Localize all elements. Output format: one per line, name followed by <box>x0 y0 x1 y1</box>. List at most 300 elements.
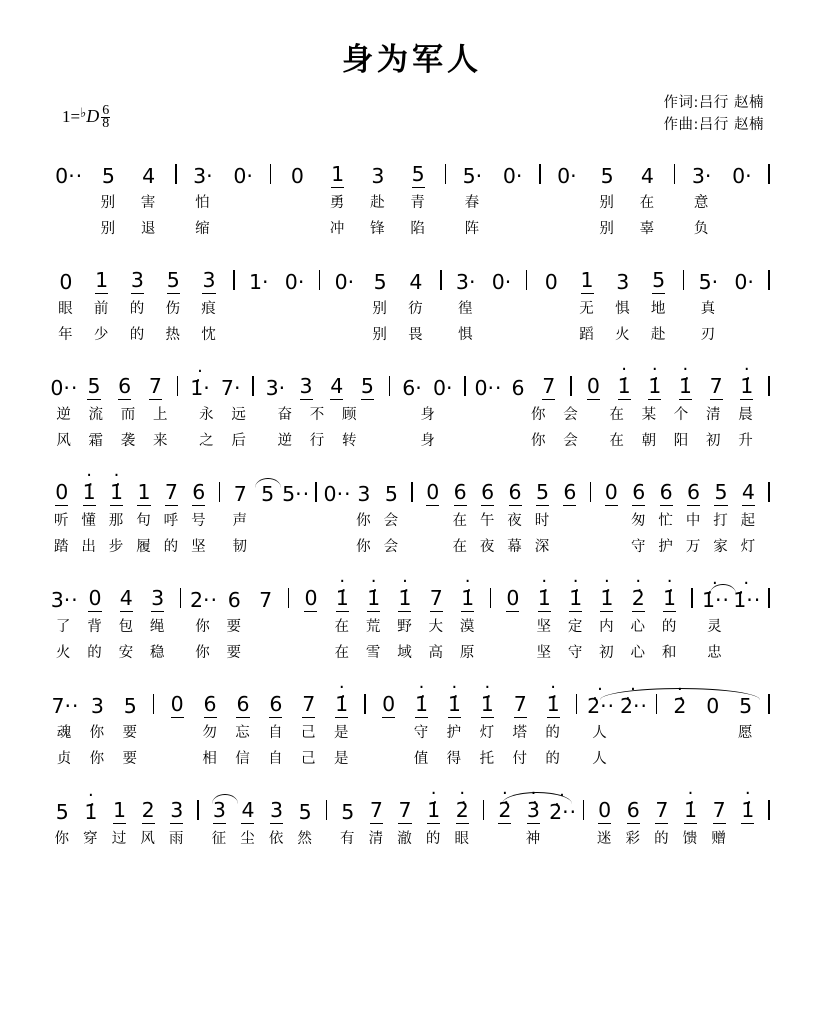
lyric-cell: 要 <box>226 618 243 635</box>
note-cell: 5 <box>411 162 425 186</box>
note-cell: 6 <box>659 480 673 504</box>
lyric-cell: 自 <box>268 724 284 741</box>
lyric-cell: 你 <box>195 618 211 635</box>
note-cell: · 1̇· · <box>699 588 730 612</box>
note-cell: 0· · <box>472 376 503 400</box>
lyric-cell: 得 <box>446 750 463 767</box>
lyric-cell: 懂 <box>81 512 97 529</box>
note-cell: · 1̇ <box>537 692 570 718</box>
lyric-cell: 的 <box>163 538 180 555</box>
barline <box>477 797 491 822</box>
note-cell: 7· · <box>48 694 81 718</box>
lyric-cell: 午 <box>479 512 496 529</box>
barline <box>762 585 776 610</box>
note-cell: 0· <box>284 270 305 294</box>
note-cell: 3 <box>130 268 144 292</box>
note-cell: · 1̇ <box>670 374 701 400</box>
lyric-cell: 勇 <box>329 194 346 211</box>
lyric-cell: 的 <box>654 830 670 847</box>
lyric-cell: 听 <box>53 512 70 529</box>
lyric-cell: 而 <box>120 406 137 423</box>
note-cell: 3 <box>616 270 630 294</box>
note-cell: 0 <box>304 586 318 610</box>
lyric-row-verse-2 <box>48 320 776 346</box>
lyric-cell: 灯 <box>740 538 757 555</box>
note-cell: 0 <box>544 270 558 294</box>
note-cell: 5 <box>373 270 387 294</box>
barline <box>576 797 590 822</box>
note-cell: 0· <box>491 270 512 294</box>
lyric-cell: 是 <box>333 750 350 767</box>
lyric-cell: 彩 <box>625 830 642 847</box>
lyric-cell: 夜 <box>507 512 523 529</box>
note-cell: 4 <box>142 164 156 188</box>
lyric-cell: 要 <box>122 724 139 741</box>
lyric-cell: 别 <box>372 326 388 343</box>
lyric-cell: 在 <box>609 406 625 423</box>
lyric-cell: 起 <box>740 512 757 529</box>
lyric-cell: 的 <box>129 326 146 343</box>
notes-row <box>48 680 776 718</box>
note-cell: 5 <box>55 800 69 824</box>
lyric-cell: 在 <box>639 194 656 211</box>
note-cell: 5 <box>714 480 728 504</box>
note-cell: 6 <box>118 374 132 398</box>
lyric-row-verse-1 <box>48 824 776 850</box>
lyric-cell: 要 <box>226 644 243 661</box>
lyric-cell: 韧 <box>232 538 248 555</box>
lyric-row-verse-1 <box>48 400 776 426</box>
lyric-cell: 朝 <box>641 432 658 449</box>
note-cell: 5 <box>341 800 355 824</box>
note-cell: · 1̇ <box>676 798 705 824</box>
lyric-cell: 过 <box>111 830 128 847</box>
lyric-row-verse-1 <box>48 718 776 744</box>
lyric-cell: 奋 <box>277 406 294 423</box>
lyric-cell: 伤 <box>165 300 181 317</box>
lyric-cell: 青 <box>410 194 426 211</box>
lyric-cell: 升 <box>738 432 754 449</box>
lyric-cell: 惧 <box>615 300 631 317</box>
lyric-cell: 相 <box>202 750 218 767</box>
lyric-cell: 转 <box>341 432 358 449</box>
music-system-2 <box>48 256 776 346</box>
lyric-cell: 地 <box>650 300 667 317</box>
lyric-cell: 护 <box>658 538 674 555</box>
lyric-cell: 个 <box>673 406 690 423</box>
barline <box>685 585 699 610</box>
note-cell: 7 <box>513 692 527 716</box>
note-cell: 7 <box>709 374 723 398</box>
note-cell: 1 <box>137 480 151 504</box>
lyric-cell: 无 <box>579 300 595 317</box>
lyric-row-verse-2 <box>48 638 776 664</box>
lyric-cell: 会 <box>563 432 579 449</box>
music-system-6 <box>48 680 776 770</box>
lyric-cell: 家 <box>713 538 729 555</box>
lyric-cell: 灯 <box>479 724 496 741</box>
barline <box>668 161 682 186</box>
note-cell: 0· <box>233 164 253 188</box>
time-signature-numerator: 6 <box>102 103 110 118</box>
lyric-cell: 你 <box>54 830 71 847</box>
lyric-cell: 害 <box>140 194 157 211</box>
lyric-cell: 畏 <box>408 326 424 343</box>
note-cell: 1 <box>331 162 345 186</box>
barline <box>213 479 227 504</box>
credits <box>664 92 765 136</box>
lyric-cell: 漠 <box>459 618 476 635</box>
note-cell: 3· <box>455 270 476 294</box>
lyric-cell: 守 <box>567 644 584 661</box>
lyric-cell: 履 <box>136 538 152 555</box>
lyricist-credit: 作词:吕行 赵楠 <box>663 95 764 111</box>
lyric-cell: 远 <box>231 406 247 423</box>
note-cell: 6 <box>453 480 467 504</box>
note-cell: 2 <box>141 798 155 822</box>
note-cell: · 1̇ <box>452 586 483 612</box>
lyric-cell: 来 <box>152 432 169 449</box>
barline <box>173 585 187 610</box>
barline <box>171 373 185 398</box>
lyric-cell: 深 <box>534 538 551 555</box>
note-cell: 3 <box>202 268 216 292</box>
lyric-cell: 冲 <box>329 220 346 237</box>
note-cell: 5 <box>101 164 115 188</box>
lyric-cell: 永 <box>199 406 215 423</box>
lyric-cell: 坚 <box>191 538 207 555</box>
lyric-cell: 清 <box>368 830 385 847</box>
lyric-cell: 别 <box>100 220 117 237</box>
lyric-cell: 原 <box>459 644 476 661</box>
lyric-cell: 己 <box>301 750 317 767</box>
key-letter: D <box>86 106 100 126</box>
barline <box>169 161 183 186</box>
lyric-cell: 眼 <box>58 300 74 317</box>
note-cell: 6· <box>402 376 422 400</box>
lyric-cell: 顾 <box>341 406 358 423</box>
lyric-cell: 澈 <box>397 830 413 847</box>
note-cell: · 2̇· · <box>617 694 650 718</box>
note-cell: 6 <box>511 376 525 400</box>
lyric-cell: 绳 <box>149 618 166 635</box>
note-cell: · 1̇ <box>733 798 762 824</box>
lyric-cell: 你 <box>530 432 547 449</box>
notes-row <box>48 150 776 188</box>
barline <box>309 479 323 504</box>
note-cell: 7 <box>259 588 273 612</box>
lyric-cell: 阵 <box>464 220 481 237</box>
notes-row <box>48 362 776 400</box>
note-cell: · 1̇ <box>529 586 560 612</box>
lyric-cell: 某 <box>641 406 658 423</box>
lyric-row-verse-2 <box>48 532 776 558</box>
barline <box>246 373 260 398</box>
note-cell: 6 <box>236 692 250 716</box>
lyric-cell: 雪 <box>365 644 382 661</box>
lyric-cell: 人 <box>592 724 608 741</box>
note-cell: · 1̇ <box>609 374 640 400</box>
note-cell: · 2̇ <box>491 798 520 824</box>
note-cell: · 1̇ <box>560 586 591 612</box>
lyric-cell: 眼 <box>454 830 470 847</box>
lyric-cell: 赴 <box>370 194 386 211</box>
lyric-cell: 彷 <box>408 300 424 317</box>
note-cell: 3· · <box>48 588 79 612</box>
note-cell: 0 <box>426 480 440 504</box>
note-cell: 4 <box>241 798 255 822</box>
lyric-cell: 自 <box>268 750 284 767</box>
note-cell: 0· <box>502 164 523 188</box>
barline <box>405 479 419 504</box>
note-cell: · 2̇· · <box>584 694 617 718</box>
lyric-cell: 流 <box>88 406 105 423</box>
lyric-cell: 忠 <box>707 644 723 661</box>
lyric-cell: 惧 <box>457 326 474 343</box>
music-system-5 <box>48 574 776 664</box>
time-signature <box>101 105 110 130</box>
lyric-cell: 火 <box>55 644 72 661</box>
note-cell: 5 <box>384 482 398 506</box>
lyric-cell: 初 <box>599 644 615 661</box>
lyric-cell: 神 <box>525 830 542 847</box>
lyric-cell: 托 <box>479 750 496 767</box>
note-cell: 0· <box>557 164 577 188</box>
lyric-cell: 行 <box>309 432 326 449</box>
barline <box>312 267 326 292</box>
lyric-cell: 声 <box>232 512 248 529</box>
barline <box>762 267 776 292</box>
note-cell: 0 <box>170 692 184 716</box>
note-cell: 7 <box>712 798 726 822</box>
lyric-cell: 逆 <box>56 406 72 423</box>
lyric-cell: 的 <box>425 830 442 847</box>
tie-arc <box>255 478 281 488</box>
barline <box>281 585 295 610</box>
lyric-cell: 之 <box>199 432 215 449</box>
barline <box>438 161 452 186</box>
note-cell: 7 <box>164 480 178 504</box>
lyric-cell: 春 <box>464 194 481 211</box>
lyric-cell: 辜 <box>639 220 656 237</box>
lyric-cell: 坚 <box>536 618 552 635</box>
lyric-cell: 守 <box>630 538 647 555</box>
note-cell: 5 <box>166 268 180 292</box>
lyric-cell: 雨 <box>168 830 185 847</box>
note-cell: 3· <box>691 164 712 188</box>
note-cell: 6 <box>626 798 640 822</box>
lyric-cell: 幕 <box>507 538 523 555</box>
note-cell: 0 <box>604 480 618 504</box>
lyric-cell: 穿 <box>83 830 99 847</box>
lyric-cell: 后 <box>231 432 247 449</box>
note-cell: 4 <box>330 374 344 398</box>
note-cell: 6 <box>632 480 646 504</box>
lyric-cell: 在 <box>609 432 625 449</box>
lyric-cell: 要 <box>122 750 139 767</box>
lyric-cell: 忙 <box>658 512 674 529</box>
barline <box>649 691 663 716</box>
lyric-cell: 高 <box>428 644 445 661</box>
lyric-cell: 打 <box>713 512 729 529</box>
lyric-cell: 己 <box>301 724 317 741</box>
note-cell: 6 <box>192 480 206 504</box>
lyric-cell: 内 <box>599 618 615 635</box>
note-cell: · 1̇ <box>405 692 438 718</box>
lyric-cell: 不 <box>309 406 326 423</box>
barline <box>762 373 776 398</box>
note-cell: · 1̇ <box>419 798 448 824</box>
lyric-cell: 野 <box>397 618 413 635</box>
note-cell: · 1̇ <box>731 374 762 400</box>
note-cell: 3 <box>357 482 371 506</box>
note-cell: 7 <box>398 798 412 822</box>
note-cell: 0· <box>732 164 752 188</box>
note-cell: 7 <box>542 374 556 398</box>
lyric-cell: 的 <box>545 750 561 767</box>
note-cell: 0· · <box>48 376 79 400</box>
lyric-cell: 域 <box>397 644 413 661</box>
time-signature-denominator: 8 <box>102 116 110 131</box>
note-cell: 5 <box>360 374 374 398</box>
lyric-cell: 阳 <box>673 432 690 449</box>
lyric-cell: 忱 <box>201 326 217 343</box>
lyric-cell: 年 <box>58 326 74 343</box>
lyric-cell: 有 <box>340 830 356 847</box>
barline <box>227 267 241 292</box>
lyric-cell: 缩 <box>195 220 211 237</box>
note-cell: 0· <box>734 270 754 294</box>
note-cell: 3· <box>265 376 286 400</box>
lyric-cell: 逆 <box>277 432 294 449</box>
notes-row <box>48 468 776 506</box>
note-cell: · 1̇· · <box>731 588 762 612</box>
lyric-cell: 大 <box>428 618 445 635</box>
lyric-cell: 前 <box>93 300 110 317</box>
note-cell: 5 <box>652 268 666 292</box>
notes-row <box>48 786 776 824</box>
note-cell: 5 <box>87 374 101 398</box>
lyric-cell: 会 <box>563 406 579 423</box>
lyric-cell: 是 <box>333 724 350 741</box>
barline <box>434 267 448 292</box>
lyric-cell: 灵 <box>707 618 723 635</box>
lyric-cell: 真 <box>700 300 717 317</box>
lyric-cell: 人 <box>592 750 608 767</box>
note-cell: · 1̇ <box>77 800 106 824</box>
lyric-cell: 别 <box>100 194 117 211</box>
lyric-cell: 火 <box>615 326 631 343</box>
lyric-cell: 清 <box>706 406 722 423</box>
note-cell: · 1̇· <box>185 376 216 400</box>
note-cell: 7 <box>302 692 316 716</box>
lyric-cell: 初 <box>706 432 722 449</box>
note-cell: 0 <box>290 164 304 188</box>
note-cell: 7· <box>220 376 241 400</box>
lyric-cell: 的 <box>661 618 678 635</box>
lyric-cell: 身 <box>420 406 436 423</box>
lyric-cell: 信 <box>235 750 251 767</box>
barline <box>762 161 776 186</box>
lyric-cell: 蹈 <box>579 326 595 343</box>
note-cell: 7 <box>655 798 669 822</box>
note-cell: 5· <box>698 270 719 294</box>
lyric-cell: 塔 <box>512 724 528 741</box>
lyric-cell: 包 <box>118 618 135 635</box>
note-cell: 2· · <box>187 588 218 612</box>
note-cell: 3 <box>90 694 104 718</box>
lyric-cell: 安 <box>118 644 135 661</box>
lyric-cell: 在 <box>334 618 351 635</box>
barline <box>564 373 578 398</box>
lyric-cell: 锋 <box>370 220 386 237</box>
lyric-cell: 你 <box>89 750 106 767</box>
lyric-cell: 霜 <box>88 432 105 449</box>
lyric-cell: 风 <box>140 830 156 847</box>
lyric-cell: 然 <box>297 830 313 847</box>
note-cell: · 2̇ <box>623 586 654 612</box>
lyric-cell: 上 <box>152 406 169 423</box>
note-cell: 6 <box>508 480 522 504</box>
note-cell: 5 <box>600 164 614 188</box>
note-cell: 3 <box>151 586 165 610</box>
flat-icon: ♭ <box>80 104 87 120</box>
note-cell: · 2̇ <box>448 798 477 824</box>
barline <box>533 161 547 186</box>
lyric-cell: 别 <box>599 220 615 237</box>
note-cell: 3 <box>299 374 313 398</box>
note-cell: · 1̇ <box>639 374 670 400</box>
lyric-cell: 负 <box>693 220 710 237</box>
note-cell: 1 <box>95 268 109 292</box>
lyric-row-verse-2 <box>48 214 776 240</box>
note-cell: 6 <box>227 588 241 612</box>
lyric-cell: 守 <box>413 724 430 741</box>
barline <box>191 797 205 822</box>
note-cell: 6 <box>563 480 577 504</box>
note-cell: 0· <box>432 376 453 400</box>
lyric-cell: 出 <box>81 538 97 555</box>
lyric-cell: 定 <box>567 618 584 635</box>
note-cell: 0 <box>506 586 520 610</box>
note-cell: 4 <box>741 480 755 504</box>
note-cell: 0· · <box>323 482 350 506</box>
note-cell: 6 <box>687 480 701 504</box>
note-cell: 1 <box>113 798 127 822</box>
lyric-cell: 热 <box>165 326 181 343</box>
lyric-cell: 痕 <box>201 300 217 317</box>
note-cell: 7 <box>148 374 162 398</box>
lyric-cell: 你 <box>89 724 106 741</box>
note-cell: · 1̇ <box>471 692 504 718</box>
lyric-cell: 会 <box>383 538 400 555</box>
note-cell: · 1̇ <box>358 586 389 612</box>
lyric-cell: 征 <box>211 830 228 847</box>
composer-credit: 作曲:吕行 赵楠 <box>663 117 764 133</box>
lyric-row-verse-2 <box>48 744 776 770</box>
barline <box>584 479 598 504</box>
lyric-row-verse-1 <box>48 188 776 214</box>
lyric-cell: 坚 <box>536 644 552 661</box>
note-cell: 0 <box>586 374 600 398</box>
lyric-cell: 风 <box>56 432 72 449</box>
lyric-cell: 怕 <box>195 194 211 211</box>
lyric-cell: 会 <box>383 512 400 529</box>
note-cell: 5 <box>535 480 549 504</box>
note-cell: · 2̇ <box>663 694 696 718</box>
note-cell: 5 <box>254 482 281 506</box>
lyric-cell: 付 <box>512 750 528 767</box>
